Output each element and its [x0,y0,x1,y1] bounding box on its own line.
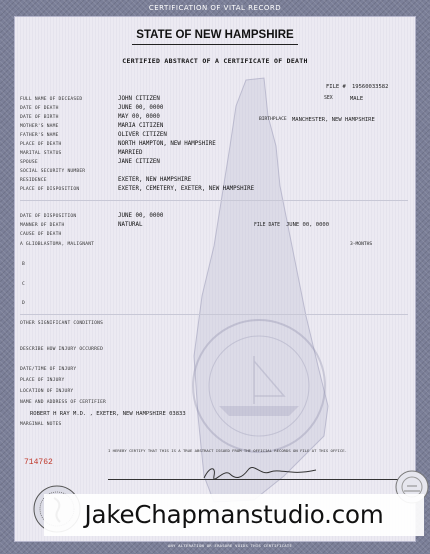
cause-b: B [22,262,25,267]
field-label: SOCIAL SECURITY NUMBER [20,169,86,174]
field-label: MARITAL STATUS [20,151,62,156]
lower-field-label: LOCATION OF INJURY [20,389,74,394]
field-value: NATURAL [118,222,143,228]
field-value: MARIA CITIZEN [118,123,164,129]
field-value: EXETER, CEMETERY, EXETER, NEW HAMPSHIRE [118,186,255,192]
document-title: CERTIFIED ABSTRACT OF A CERTIFICATE OF DEATH [122,57,308,65]
field-value: MAY 00, 0000 [118,114,160,120]
field-value: JANE CITIZEN [118,159,160,165]
birthplace-label: BIRTHPLACE [259,117,287,122]
cause-interval: 3-MONTHS [350,242,373,247]
marginal-notes-label: MARGINAL NOTES [20,422,62,427]
bottom-notice: ANY ALTERATION OR ERASURE VOIDS THIS CERTIFICATE [167,543,293,548]
field-label: SPOUSE [20,160,38,165]
certifier-name: ROBERT H RAY M.D. , EXETER, NEW HAMPSHIRE 03833 [30,411,186,417]
section-divider [20,314,408,315]
lower-field-label: NAME AND ADDRESS OF CERTIFIER [20,400,107,405]
lower-field-label: DATE/TIME OF INJURY [20,367,77,372]
certificate-sheet [14,16,416,542]
field-value: JUNE 00, 0000 [118,105,164,111]
state-title: STATE OF NEW HAMPSHIRE [136,29,294,41]
sex-label: SEX [324,96,333,101]
file-number: 19560033582 [352,84,389,90]
field-value: JOHN CITIZEN [118,96,160,102]
birthplace-value: MANCHESTER, NEW HAMPSHIRE [292,117,375,123]
field-label: DATE OF DISPOSITION [20,214,77,219]
lower-field-label: OTHER SIGNIFICANT CONDITIONS [20,321,104,326]
state-seal-watermark [189,316,329,456]
file-date-label: FILE DATE [254,223,280,228]
sex-value: MALE [350,96,364,102]
field-value: MARRIED [118,150,143,156]
cause-c: C [22,282,25,287]
lower-field-label: PLACE OF INJURY [20,378,65,383]
field-label: PLACE OF DISPOSITION [20,187,80,192]
title-rule [132,44,298,45]
cause-d: D [22,301,25,306]
certification-statement: I HEREBY CERTIFY THAT THIS IS A TRUE ABSTRACT ISSUED FROM THE OFFICIAL RECORDS ON FILE AT THIS OFFICE. [108,448,347,453]
field-label: FULL NAME OF DECEASED [20,97,83,102]
studio-watermark: JakeChapmanstudio.com [44,494,424,536]
field-label: MOTHER'S NAME [20,124,59,129]
field-value: EXETER, NEW HAMPSHIRE [118,177,192,183]
serial-number: 714762 [24,458,53,467]
field-label: RESIDENCE [20,178,47,183]
signature-line [108,479,408,480]
field-value: NORTH HAMPTON, NEW HAMPSHIRE [118,141,216,147]
field-label: FATHER'S NAME [20,133,59,138]
top-banner: CERTIFICATION OF VITAL RECORD [148,4,282,12]
field-label: CAUSE OF DEATH [20,232,62,237]
field-label: DATE OF DEATH [20,106,59,111]
lower-field-label: DESCRIBE HOW INJURY OCCURRED [20,347,104,352]
file-label: FILE # [326,84,346,90]
field-label: PLACE OF DEATH [20,142,62,147]
section-divider [20,200,408,201]
field-value: JUNE 00, 0000 [118,213,164,219]
field-label: DATE OF BIRTH [20,115,59,120]
field-label: MANNER OF DEATH [20,223,65,228]
cause-a: A GLIOBLASTOMA, MALIGNANT [20,242,95,247]
file-date-value: JUNE 00, 0000 [286,222,330,228]
field-value: OLIVER CITIZEN [118,132,167,138]
